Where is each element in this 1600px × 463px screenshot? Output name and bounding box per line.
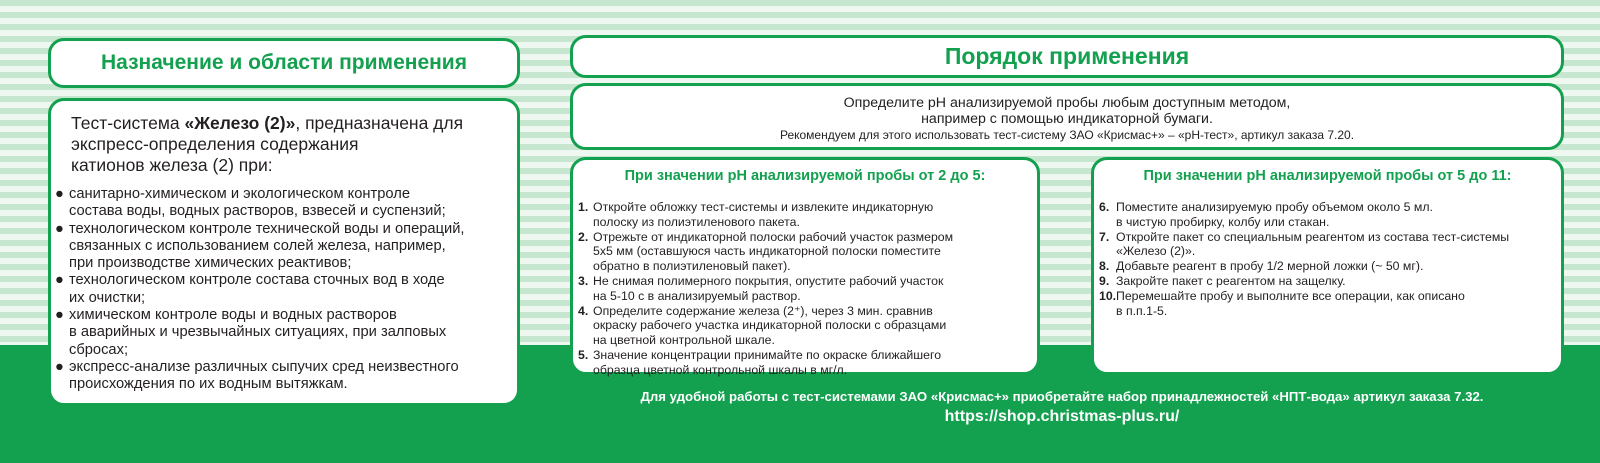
step-text: Отрежьте от индикаторной полоски рабочий участок размером (593, 229, 954, 244)
step-text: на 5-10 с в анализируемый раствор. (593, 288, 801, 303)
step-number: 2. (578, 229, 589, 244)
procedure-heading-box (570, 35, 1564, 78)
uses-item (55, 272, 517, 307)
step-item (1099, 274, 1554, 289)
uses-item (55, 359, 517, 394)
uses-text: сбросах; (69, 341, 129, 358)
ph-instructions-box (570, 83, 1564, 150)
intro-line-2: экспресс-определения содержания (71, 134, 359, 154)
range-2-5-steps (578, 200, 1033, 378)
range-5-11-heading: При значении pH анализируемой пробы от 5 до 11: (1143, 168, 1512, 184)
range-2-5-heading: При значении pH анализируемой пробы от 2 до 5: (624, 168, 986, 184)
step-text: Определите содержание железа (2⁺), через 3 мин. сравнив (593, 303, 933, 318)
uses-text: технологическом контроле состава сточных вод в ходе (69, 272, 445, 289)
uses-item (55, 186, 517, 221)
step-text: в чистую пробирку, колбу или стакан. (1116, 214, 1330, 229)
step-number: 3. (578, 273, 589, 288)
intro-part-2: , предназначена для (295, 113, 464, 133)
ph-line-2: например с помощью индикаторной бумаги. (921, 111, 1213, 127)
step-number: 1. (578, 200, 589, 214)
step-text: Перемешайте пробу и выполните все операции, как описано (1116, 288, 1465, 303)
uses-item (55, 307, 517, 359)
purpose-heading-box (48, 38, 520, 88)
ph-instructions (573, 95, 1561, 144)
uses-text: при производстве химических реактивов; (69, 255, 352, 272)
step-item (578, 348, 1033, 378)
step-text: полоску из полиэтиленового пакета. (593, 214, 800, 229)
step-text: окраску рабочего участка индикаторной полоски с образцами (593, 318, 947, 333)
uses-text: технологическом контроле технической воды и операций, (69, 220, 465, 237)
uses-text: их очистки; (69, 289, 146, 306)
step-text: обратно в полиэтиленовый пакет). (593, 259, 791, 274)
intro-line-3: катионов железа (2) при: (71, 155, 273, 175)
purpose-heading: Назначение и области применения (101, 51, 467, 74)
accessories-note: Для удобной работы с тест-системами ЗАО «Крисмас+» приобретайте набор принадлежностей «НПТ-вода» артикул заказа 7.32. (640, 389, 1484, 404)
intro-part-1: Тест-система (71, 113, 185, 133)
step-text: «Железо (2)». (1116, 244, 1196, 259)
step-number: 10. (1099, 288, 1117, 303)
step-text: Не снимая полимерного покрытия, опустите рабочий участок (593, 273, 944, 288)
purpose-intro (71, 113, 511, 176)
step-text: Закройте пакет с реагентом на защелку. (1116, 273, 1346, 288)
step-item (578, 200, 1033, 230)
step-text: образца цветной контрольной шкалы в мг/л. (593, 362, 848, 377)
uses-text: в аварийных и чрезвычайных ситуациях, при залповых (69, 324, 447, 341)
step-text: 5х5 мм (оставшуюся часть индикаторной полоски поместите (593, 244, 941, 259)
step-number: 7. (1099, 229, 1110, 244)
uses-text: химическом контроле воды и водных растворов (69, 307, 397, 324)
range-5-11-box (1091, 157, 1564, 375)
ph-recommendation: Рекомендуем для этого использовать тест-систему ЗАО «Крисмас+» – «pH-тест», артикул заказа 7.20. (779, 128, 1355, 142)
step-number: 4. (578, 303, 589, 318)
step-text: на цветной контрольной шкале. (593, 333, 775, 348)
step-number: 5. (578, 347, 589, 362)
bullet-icon: ● (55, 272, 64, 289)
step-text: Откройте пакет со специальным реагентом из состава тест-системы (1116, 229, 1510, 244)
ph-line-1: Определите pH анализируемой пробы любым доступным методом, (843, 95, 1291, 111)
step-text: Добавьте реагент в пробу 1/2 мерной ложки (~ 50 мг). (1116, 259, 1424, 274)
uses-text: экспресс-анализе различных сыпучих сред неизвестного (69, 358, 459, 375)
range-5-11-steps (1099, 200, 1554, 318)
range-2-5-box (570, 157, 1040, 375)
shop-url: https://shop.christmas-plus.ru/ (944, 408, 1180, 425)
step-item (578, 274, 1033, 304)
step-text: Поместите анализируемую пробу объемом около 5 мл. (1116, 200, 1433, 214)
step-item (578, 304, 1033, 348)
intro-line-1 (71, 113, 511, 134)
bullet-icon: ● (55, 186, 64, 202)
purpose-body-box (48, 98, 520, 406)
step-text: Значение концентрации принимайте по окраске ближайшего (593, 347, 942, 362)
step-number: 6. (1099, 200, 1110, 214)
bullet-icon: ● (55, 220, 64, 237)
step-item (1099, 259, 1554, 274)
procedure-heading: Порядок применения (944, 43, 1190, 69)
uses-list (55, 186, 517, 394)
product-name: «Железо (2)» (184, 113, 296, 133)
step-number: 9. (1099, 273, 1110, 288)
step-item (1099, 230, 1554, 260)
step-number: 8. (1099, 259, 1110, 274)
step-item (578, 230, 1033, 274)
step-item (1099, 289, 1554, 319)
uses-item (55, 221, 517, 273)
uses-text: связанных с использованием солей железа, например, (69, 237, 446, 254)
uses-text: состава воды, водных растворов, взвесей и суспензий; (69, 203, 446, 220)
step-item (1099, 200, 1554, 230)
step-text: Откройте обложку тест-системы и извлеките индикаторную (593, 200, 934, 214)
bullet-icon: ● (55, 307, 64, 324)
uses-text: санитарно-химическом и экологическом контроле (69, 186, 410, 202)
uses-text: происхождения по их водным вытяжкам. (69, 376, 348, 393)
bullet-icon: ● (55, 358, 64, 375)
step-text: в п.п.1-5. (1116, 303, 1168, 318)
